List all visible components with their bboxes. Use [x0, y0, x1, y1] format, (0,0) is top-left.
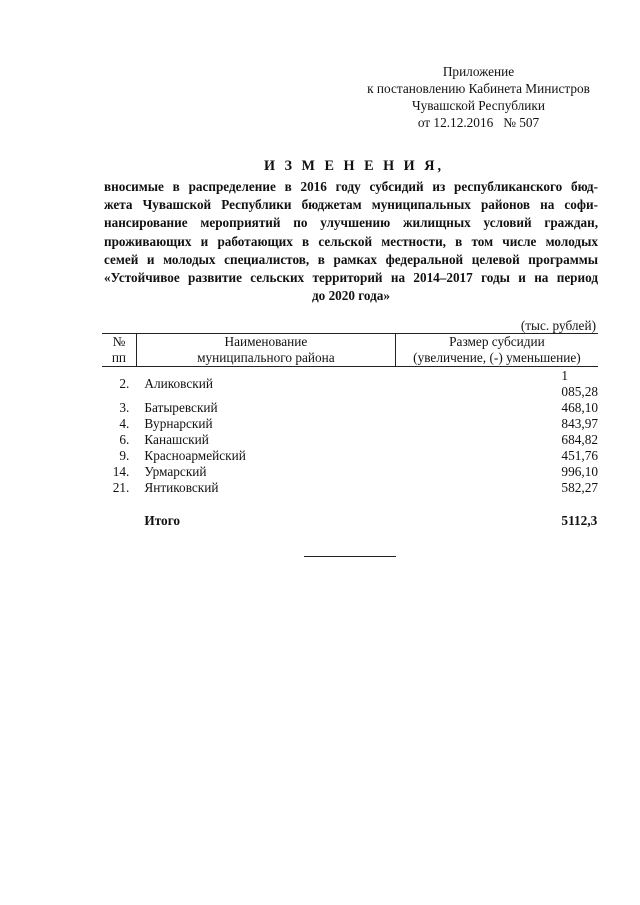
table-spacer-row — [102, 496, 598, 513]
row-value: 582,27 — [561, 480, 598, 495]
row-district: Вурнарский — [144, 416, 213, 431]
document-subtitle — [104, 178, 598, 305]
row-value: 996,10 — [561, 464, 598, 479]
row-number: 14. — [112, 464, 130, 479]
table-row — [102, 367, 598, 401]
header-name-line2: муниципального района — [197, 350, 335, 365]
appendix-title: Приложение — [442, 64, 515, 79]
total-label: Итого — [144, 513, 181, 528]
table-row — [102, 400, 598, 416]
header-number-line1: № — [112, 334, 126, 349]
table-row — [102, 432, 598, 448]
header-name-line1: Наименование — [224, 334, 308, 349]
row-district: Аликовский — [144, 376, 213, 391]
table-row — [102, 416, 598, 432]
row-value: 451,76 — [561, 448, 598, 463]
closing-rule — [304, 556, 396, 557]
subtitle-line: до 2020 года» — [312, 288, 390, 304]
table-total-row — [102, 513, 598, 529]
row-district: Янтиковский — [144, 480, 219, 495]
header-name — [136, 334, 395, 367]
row-district: Урмарский — [144, 464, 207, 479]
table-row — [102, 480, 598, 496]
appendix-republic: Чувашской Республики — [411, 98, 545, 113]
header-number — [102, 334, 136, 367]
row-district: Красноармейский — [144, 448, 246, 463]
total-value: 5112,3 — [561, 513, 598, 528]
row-value: 1 085,28 — [561, 368, 598, 399]
header-value-line1: Размер субсидии — [449, 334, 545, 349]
table-row — [102, 448, 598, 464]
row-value: 684,82 — [561, 432, 598, 447]
row-district: Батыревский — [144, 400, 218, 415]
row-district: Канашский — [144, 432, 209, 447]
document-heading: И З М Е Н Е Н И Я, — [263, 158, 445, 174]
appendix-date-number: от 12.12.2016 № 507 — [417, 115, 540, 130]
row-value: 843,97 — [561, 416, 598, 431]
header-value — [395, 334, 598, 367]
subtitle-line: проживающих и работающих в сельской местности, в том числе молодых — [104, 233, 598, 249]
appendix-block — [356, 63, 601, 131]
subsidy-table — [102, 333, 598, 529]
units-label: (тыс. рублей) — [520, 318, 596, 333]
row-number: 3. — [119, 400, 130, 415]
row-number: 9. — [119, 448, 130, 463]
row-value: 468,10 — [561, 400, 598, 415]
subtitle-line: семей и молодых специалистов, в рамках федеральной целевой программы — [104, 251, 598, 267]
subtitle-line: жета Чувашской Республики бюджетам муниципальных районов на софи- — [104, 197, 598, 213]
subtitle-line: «Устойчивое развитие сельских территорий на 2014–2017 годы и на период — [104, 270, 598, 286]
subtitle-line: нансирование мероприятий по улучшению жилищных условий граждан, — [104, 215, 598, 231]
row-number: 6. — [119, 432, 130, 447]
appendix-resolution: к постановлению Кабинета Министров — [367, 81, 590, 96]
subtitle-line: вносимые в распределение в 2016 году субсидий из республиканского бюд- — [104, 179, 598, 194]
header-value-line2: (увеличение, (-) уменьшение) — [413, 350, 581, 365]
table-header-row — [102, 334, 598, 367]
header-number-line2: пп — [111, 350, 127, 365]
row-number: 21. — [112, 480, 130, 495]
row-number: 4. — [119, 416, 130, 431]
row-number: 2. — [119, 376, 130, 391]
table-row — [102, 464, 598, 480]
